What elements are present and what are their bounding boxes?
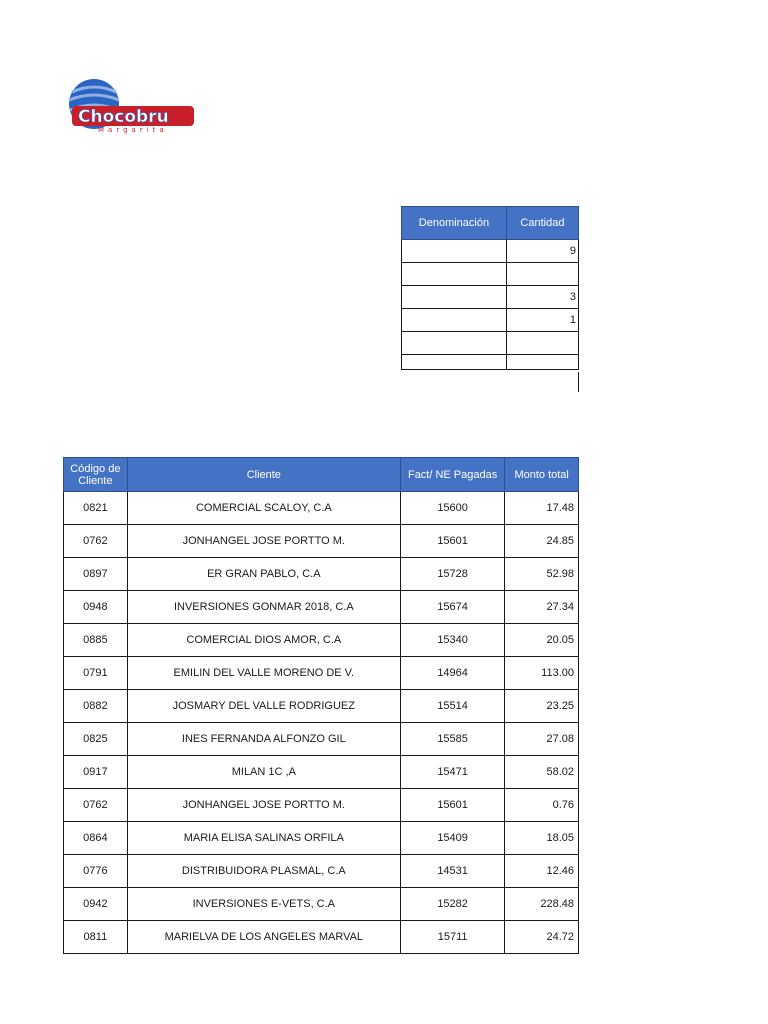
client-code-cell: 0948 xyxy=(64,591,128,624)
quantity-cell: 3 xyxy=(506,286,578,309)
table-row xyxy=(64,525,579,558)
denomination-cell xyxy=(402,240,507,263)
invoice-number-cell: 14964 xyxy=(400,657,504,690)
table-row xyxy=(402,309,579,332)
invoice-number-cell: 15409 xyxy=(400,822,504,855)
client-name-cell: COMERCIAL DIOS AMOR, C.A xyxy=(127,624,400,657)
denomination-header-row xyxy=(402,207,579,240)
table-row xyxy=(64,558,579,591)
client-name-cell: ER GRAN PABLO, C.A xyxy=(127,558,400,591)
denomination-cell xyxy=(402,355,507,370)
table-row xyxy=(64,855,579,888)
client-code-cell: 0776 xyxy=(64,855,128,888)
invoice-number-cell: 15711 xyxy=(400,921,504,954)
client-code-cell: 0897 xyxy=(64,558,128,591)
amount-cell: 24.72 xyxy=(505,921,579,954)
quantity-cell: 9 xyxy=(506,240,578,263)
denomination-cell xyxy=(402,263,507,286)
amount-cell: 27.34 xyxy=(505,591,579,624)
denomination-cell xyxy=(402,309,507,332)
header-cliente: Cliente xyxy=(127,458,400,492)
client-name-cell: COMERCIAL SCALOY, C.A xyxy=(127,492,400,525)
table-row xyxy=(64,756,579,789)
amount-cell: 12.46 xyxy=(505,855,579,888)
logo-tagline-text: Margarita xyxy=(98,126,168,134)
quantity-cell xyxy=(506,332,578,355)
denomination-cell xyxy=(402,286,507,309)
invoice-number-cell: 15728 xyxy=(400,558,504,591)
header-facturas-pagadas: Fact/ NE Pagadas xyxy=(400,458,504,492)
table-row xyxy=(402,240,579,263)
invoice-number-cell: 15601 xyxy=(400,525,504,558)
amount-cell: 24.85 xyxy=(505,525,579,558)
client-code-cell: 0762 xyxy=(64,525,128,558)
denomination-cell xyxy=(402,332,507,355)
client-name-cell: DISTRIBUIDORA PLASMAL, C.A xyxy=(127,855,400,888)
table-row xyxy=(64,789,579,822)
amount-cell: 23.25 xyxy=(505,690,579,723)
client-code-cell: 0791 xyxy=(64,657,128,690)
client-code-cell: 0885 xyxy=(64,624,128,657)
client-name-cell: MARIELVA DE LOS ANGELES MARVAL xyxy=(127,921,400,954)
table-row xyxy=(64,921,579,954)
amount-cell: 0.76 xyxy=(505,789,579,822)
amount-cell: 18.05 xyxy=(505,822,579,855)
amount-cell: 17.48 xyxy=(505,492,579,525)
invoice-number-cell: 15340 xyxy=(400,624,504,657)
header-denominacion: Denominación xyxy=(402,207,507,240)
logo-brand-text: Chocobru xyxy=(78,107,169,127)
client-code-cell: 0762 xyxy=(64,789,128,822)
invoice-number-cell: 15601 xyxy=(400,789,504,822)
amount-cell: 27.08 xyxy=(505,723,579,756)
client-code-cell: 0825 xyxy=(64,723,128,756)
clients-header-row xyxy=(64,458,579,492)
header-monto-total: Monto total xyxy=(505,458,579,492)
table-row xyxy=(64,624,579,657)
client-code-cell: 0882 xyxy=(64,690,128,723)
client-name-cell: MILAN 1C ,A xyxy=(127,756,400,789)
table-row xyxy=(64,723,579,756)
table-row xyxy=(64,690,579,723)
table-border-line xyxy=(578,372,579,392)
table-row xyxy=(64,657,579,690)
invoice-number-cell: 15674 xyxy=(400,591,504,624)
invoice-number-cell: 15600 xyxy=(400,492,504,525)
clients-table-body xyxy=(64,492,579,954)
client-name-cell: JONHANGEL JOSE PORTTO M. xyxy=(127,525,400,558)
amount-cell: 228.48 xyxy=(505,888,579,921)
header-cantidad: Cantidad xyxy=(506,207,578,240)
table-row xyxy=(64,822,579,855)
company-logo xyxy=(66,78,200,134)
table-row xyxy=(402,286,579,309)
client-name-cell: JONHANGEL JOSE PORTTO M. xyxy=(127,789,400,822)
client-name-cell: INVERSIONES E-VETS, C.A xyxy=(127,888,400,921)
client-name-cell: INVERSIONES GONMAR 2018, C.A xyxy=(127,591,400,624)
quantity-cell xyxy=(506,263,578,286)
amount-cell: 52.98 xyxy=(505,558,579,591)
table-row xyxy=(402,355,579,370)
invoice-number-cell: 14531 xyxy=(400,855,504,888)
invoice-number-cell: 15585 xyxy=(400,723,504,756)
invoice-number-cell: 15471 xyxy=(400,756,504,789)
amount-cell: 58.02 xyxy=(505,756,579,789)
table-row xyxy=(64,888,579,921)
client-code-cell: 0864 xyxy=(64,822,128,855)
client-code-cell: 0917 xyxy=(64,756,128,789)
invoice-number-cell: 15514 xyxy=(400,690,504,723)
header-codigo-cliente: Código de Cliente xyxy=(64,458,128,492)
denomination-table xyxy=(401,206,579,370)
client-name-cell: EMILIN DEL VALLE MORENO DE V. xyxy=(127,657,400,690)
clients-payment-table xyxy=(63,457,579,954)
table-row xyxy=(64,591,579,624)
table-row xyxy=(64,492,579,525)
invoice-number-cell: 15282 xyxy=(400,888,504,921)
amount-cell: 113.00 xyxy=(505,657,579,690)
quantity-cell: 1 xyxy=(506,309,578,332)
table-row xyxy=(402,263,579,286)
client-name-cell: MARIA ELISA SALINAS ORFILA xyxy=(127,822,400,855)
table-row xyxy=(402,332,579,355)
amount-cell: 20.05 xyxy=(505,624,579,657)
client-code-cell: 0942 xyxy=(64,888,128,921)
quantity-cell xyxy=(506,355,578,370)
client-code-cell: 0821 xyxy=(64,492,128,525)
client-code-cell: 0811 xyxy=(64,921,128,954)
client-name-cell: INES FERNANDA ALFONZO GIL xyxy=(127,723,400,756)
client-name-cell: JOSMARY DEL VALLE RODRIGUEZ xyxy=(127,690,400,723)
